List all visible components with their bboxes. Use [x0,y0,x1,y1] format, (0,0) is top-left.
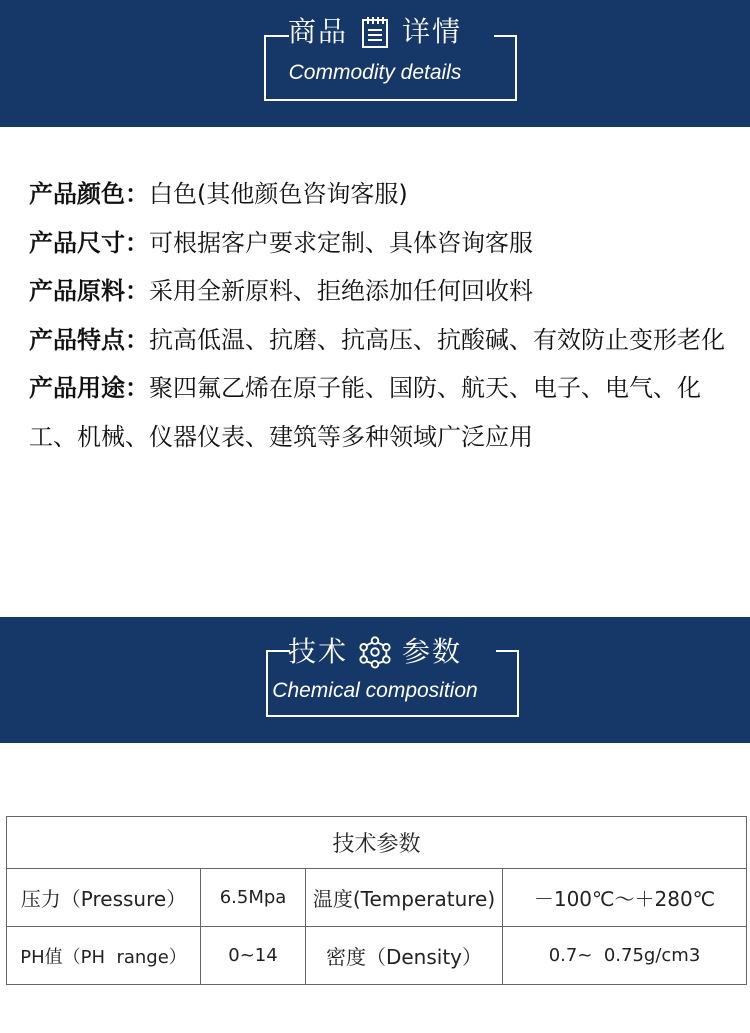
detail-text: 聚四氟乙烯在原子能、国防、航天、电子、电气、化工、机械、仪器仪表、建筑等多种领域广泛应用 [29,374,701,451]
table-cell: 0~14 [201,927,306,985]
table-row [7,869,747,927]
detail-label: 产品用途： [29,374,149,402]
detail-label: 产品原料： [29,277,149,305]
table-cell: 压力（Pressure） [7,869,201,927]
title-left: 技术 [287,635,348,668]
detail-text: 可根据客户要求定制、具体咨询客服 [149,228,533,257]
section-title [0,14,750,50]
title-right: 详情 [402,15,463,48]
section-title [0,634,750,670]
detail-text: 采用全新原料、拒绝添加任何回收料 [149,277,533,305]
title-left: 商品 [287,15,348,48]
table-cell: 0.7~ 0.75g/cm3 [503,927,747,985]
detail-item [29,170,729,219]
table-cell: 6.5Mpa [201,869,306,927]
table-cell: PH值（PH range） [7,927,201,985]
detail-label: 产品尺寸： [29,228,149,257]
molecule-icon [358,634,392,670]
table-cell: 密度（Density） [306,927,503,985]
table-heading: 技术参数 [7,817,747,869]
commodity-details-banner [0,0,750,127]
title-right: 参数 [402,635,463,668]
detail-item [29,364,729,461]
section-subtitle: Commodity details [288,61,462,84]
detail-item [29,267,729,316]
table-cell: －100℃～＋280℃ [503,869,747,927]
notepad-icon [358,14,392,50]
table-header-row [7,817,747,869]
technical-parameters-banner [0,617,750,743]
section-subtitle: Chemical composition [272,679,478,702]
detail-item [29,219,729,268]
detail-text: 抗高低温、抗磨、抗高压、抗酸碱、有效防止变形老化 [149,325,725,354]
table-row [7,927,747,985]
table-cell: 温度(Temperature) [306,869,503,927]
product-details [29,170,729,461]
detail-item [29,316,729,365]
detail-label: 产品颜色： [29,180,149,208]
detail-text: 白色(其他颜色咨询客服) [149,180,408,208]
technical-parameters-table [6,816,747,985]
detail-label: 产品特点： [29,325,149,354]
